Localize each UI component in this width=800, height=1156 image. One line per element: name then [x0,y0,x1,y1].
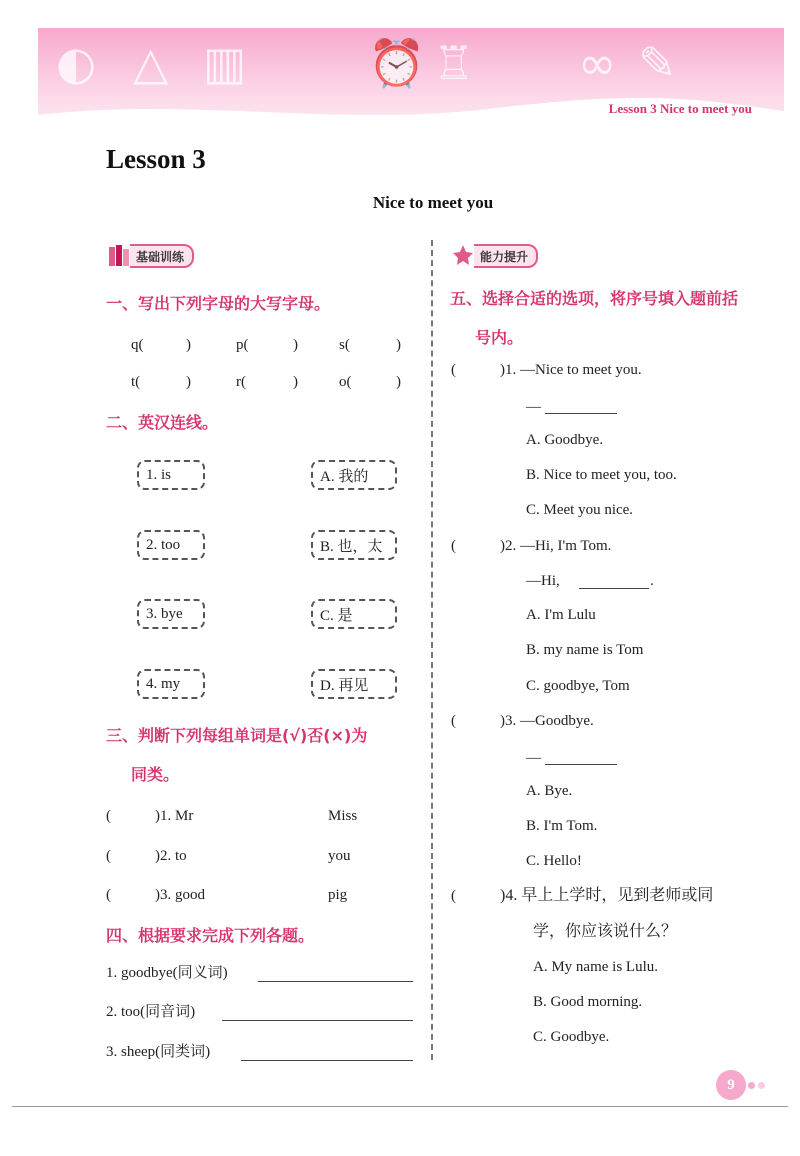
answer-line[interactable] [545,413,617,414]
close-paren: ) [396,374,401,390]
answer-line[interactable] [241,1060,413,1061]
lesson-subtitle: Nice to meet you [372,193,494,212]
footer-rule [12,1106,788,1107]
s3-item-3: )3. good [155,887,205,903]
match-right-a[interactable]: A. 我的 [311,460,397,490]
q3-option-c: C. Hello! [526,853,582,869]
s4-item-2: 2. too(同音词) [106,1004,196,1020]
s3-item-2: )2. to [155,848,187,864]
letter-p: p( [236,337,249,353]
s3-word-1: Miss [328,808,358,824]
letter-q: q( [131,337,144,353]
cup-icon: ♖ [433,36,475,90]
q2-reply: —Hi, [526,573,564,589]
q1-reply: — [526,399,541,415]
globe-icon: ◐ [56,36,97,90]
close-paren: ) [293,374,298,390]
q4-option-b: B. Good morning. [533,994,643,1010]
q3-option-b: B. I'm Tom. [526,818,598,834]
q3-reply: — [526,750,541,766]
q2-option-a: A. I'm Lulu [526,607,596,623]
section-5-heading: 五、选择合适的选项，将序号填入题前括 [450,289,739,308]
match-left-3[interactable]: 3. bye [137,599,205,629]
q2-option-b: B. my name is Tom [526,642,644,658]
column-divider [431,240,433,1060]
dot-decoration [758,1082,765,1089]
s3-word-3: pig [328,887,348,903]
close-paren: ) [293,337,298,353]
q2-reply-end: . [650,573,654,589]
answer-line[interactable] [545,764,617,765]
match-right-b[interactable]: B. 也，太 [311,530,397,560]
match-left-4[interactable]: 4. my [137,669,205,699]
q1-option-c: C. Meet you nice. [526,502,634,518]
s3-word-2: you [328,848,351,864]
match-right-d[interactable]: D. 再见 [311,669,397,699]
letter-r: r( [236,374,246,390]
answer-paren[interactable]: ( [106,887,111,903]
close-paren: ) [186,374,191,390]
running-head: Lesson 3 Nice to meet you [608,101,752,116]
q4-option-c: C. Goodbye. [533,1029,610,1045]
letter-t: t( [131,374,141,390]
match-left-2[interactable]: 2. too [137,530,205,560]
trophy-icon [450,243,476,269]
badge-basic-training [106,243,194,269]
section-4-heading: 四、根据要求完成下列各题。 [106,926,315,945]
badge-ability-improvement [450,243,538,269]
q4-option-a: A. My name is Lulu. [533,959,658,975]
answer-line[interactable] [258,981,413,982]
letter-s: s( [339,337,350,353]
books-icon [106,243,132,269]
q3-stem: )3. —Goodbye. [500,713,594,729]
dot-decoration [748,1082,755,1089]
s3-item-1: )1. Mr [155,808,194,824]
notebook-icon: ✎ [638,36,677,90]
book-icon: ▥ [203,36,247,90]
answer-paren[interactable]: ( [451,362,456,378]
answer-paren[interactable]: ( [451,538,456,554]
alarm-clock-icon: ⏰ [368,36,426,90]
answer-paren[interactable]: ( [451,888,456,904]
q2-stem: )2. —Hi, I'm Tom. [500,538,612,554]
close-paren: ) [396,337,401,353]
section-3-heading: 三、判断下列每组单词是(√)否(×)为 [106,726,368,745]
answer-paren[interactable]: ( [451,713,456,729]
triangle-ruler-icon: △ [133,36,169,90]
q4-stem: )4. 早上上学时，见到老师或同 [500,887,714,904]
q1-option-b: B. Nice to meet you, too. [526,467,677,483]
s4-item-3: 3. sheep(同类词) [106,1044,211,1060]
section-5-heading-cont: 号内。 [475,328,524,347]
section-2-heading: 二、英汉连线。 [106,413,219,432]
q4-stem-cont: 学，你应该说什么？ [533,923,678,940]
answer-paren[interactable]: ( [106,848,111,864]
section-1-heading: 一、写出下列字母的大写字母。 [106,294,331,313]
s4-item-1: 1. goodbye(同义词) [106,965,228,981]
q2-option-c: C. goodbye, Tom [526,678,630,694]
answer-line[interactable] [222,1020,413,1021]
section-3-heading-cont: 同类。 [131,765,180,784]
answer-line[interactable] [579,588,649,589]
lesson-title: Lesson 3 [106,144,206,174]
q1-option-a: A. Goodbye. [526,432,604,448]
q1-stem: )1. —Nice to meet you. [500,362,642,378]
q3-option-a: A. Bye. [526,783,573,799]
match-right-c[interactable]: C. 是 [311,599,397,629]
badge-label: 基础训练 [130,244,194,268]
close-paren: ) [186,337,191,353]
letter-o: o( [339,374,352,390]
badge-label: 能力提升 [474,244,538,268]
page-number: 9 [716,1070,746,1100]
match-left-1[interactable]: 1. is [137,460,205,490]
answer-paren[interactable]: ( [106,808,111,824]
glasses-icon: ∞ [578,36,617,90]
